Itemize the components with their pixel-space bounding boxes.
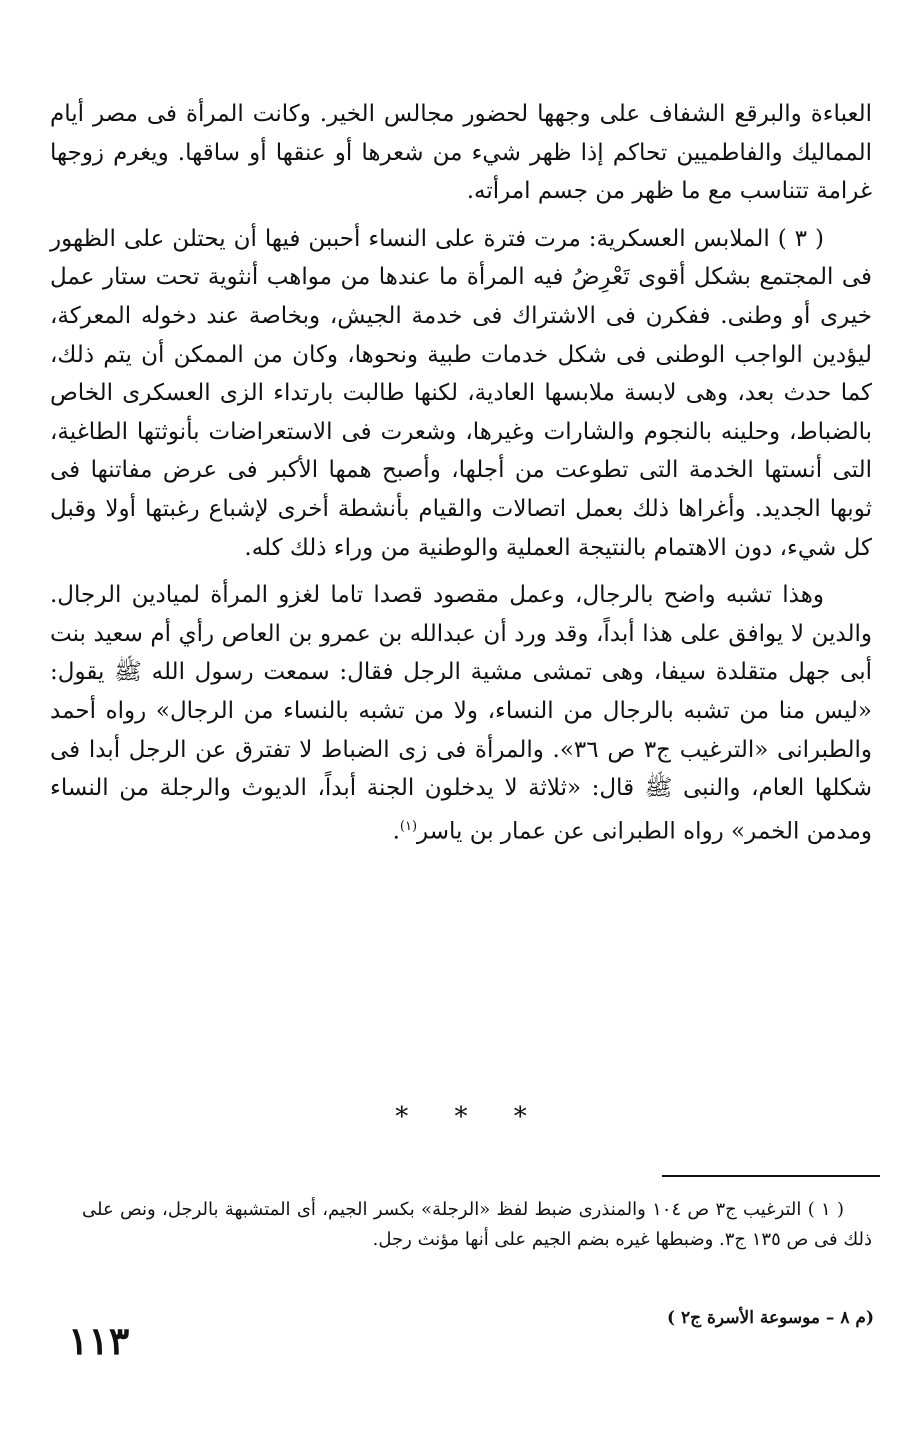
section-separator-asterisks: * * * — [395, 1102, 527, 1132]
footnote-reference: (١) — [399, 818, 418, 834]
main-text-block — [50, 95, 872, 860]
paragraph-3-text: وهذا تشبه واضح بالرجال، وعمل مقصود قصدا تاما لغزو المرأة لميادين الرجال. والدين لا يوافق على هذا أبداً، وقد ورد أن عبدالله بن عمرو بن العاص رأي أم سعيد بنت أبى جهل متقلدة سيفا، وهى تمشى مشية الرجل فقال: سمعت رسول الله ﷺ يقول: «ليس منا من تشبه بالرجال من النساء، ولا من تشبه بالنساء من الرجال» رواه أحمد والطبرانى «الترغيب ج٣ ص ٣٦». والمرأة فى زى الضباط لا تفترق عن الرجل أبدا فى شكلها العام، والنبى ﷺ قال: «ثلاثة لا يدخلون الجنة أبداً، الديوث والرجلة من النساء ومدمن الخمر» رواه الطبرانى عن عمار بن ياسر — [50, 582, 872, 845]
page-number: ١١٣ — [68, 1318, 130, 1363]
paragraph-3-end: . — [392, 818, 400, 845]
paragraph-2-military-clothing: ( ٣ ) الملابس العسكرية: مرت فترة على النساء أحببن فيها أن يحتلن على الظهور فى المجتمع بشكل أقوى تَعْرِضُ فيه المرأة ما عندها من مواهب أنثوية تحت ستار عمل خيرى أو وطنى. ففكرن فى الاشتراك فى خدمة الجيش، وبخاصة عند دخوله المعركة، ليؤدين الواجب الوطنى فى شكل خدمات طبية ونحوها، وكان من الممكن أن يتم ذلك، كما حدث بعد، وهى لابسة ملابسها العادية، لكنها طالبت بارتداء الزى العسكرى الخاص بالضباط، وحلينه بالنجوم والشارات وغيرها، وشعرت فى الاستعراضات بأنوثتها الطاغية، التى أنستها الخدمة التى تطوعت من أجلها، وأصبح همها الأكبر فى عرض مفاتنها فى ثوبها الجديد. وأغراها ذلك بعمل اتصالات والقيام بأنشطة أخرى لإشباع رغبتها أولا وقبل كل شيء، دون الاهتمام بالنتيجة العملية والوطنية من وراء ذلك كله. — [50, 225, 872, 561]
paragraph-1: العباءة والبرقع الشفاف على وجهها لحضور مجالس الخير. وكانت المرأة فى مصر أيام المماليك والفاطميين تحاكم إذا ظهر شيء من شعرها أو عنقها أو ساقها. ويغرم زوجها غرامة تتناسب مع ما ظهر من جسم امرأته. — [50, 101, 872, 205]
footnote-text: ( ١ ) الترغيب ج٣ ص ١٠٤ والمنذرى ضبط لفظ «الرجلة» بكسر الجيم، أى المتشبهة بالرجل، ونص على ذلك فى ص ١٣٥ ج٣. وضبطها غيره بضم الجيم على أنها مؤنث رجل. — [82, 1199, 872, 1250]
footnote-divider — [662, 1175, 880, 1177]
paragraph-3 — [50, 576, 872, 851]
footnote — [82, 1195, 872, 1255]
book-signature-mark: (م ٨ – موسوعة الأسرة ج٢ ) — [666, 1308, 874, 1328]
